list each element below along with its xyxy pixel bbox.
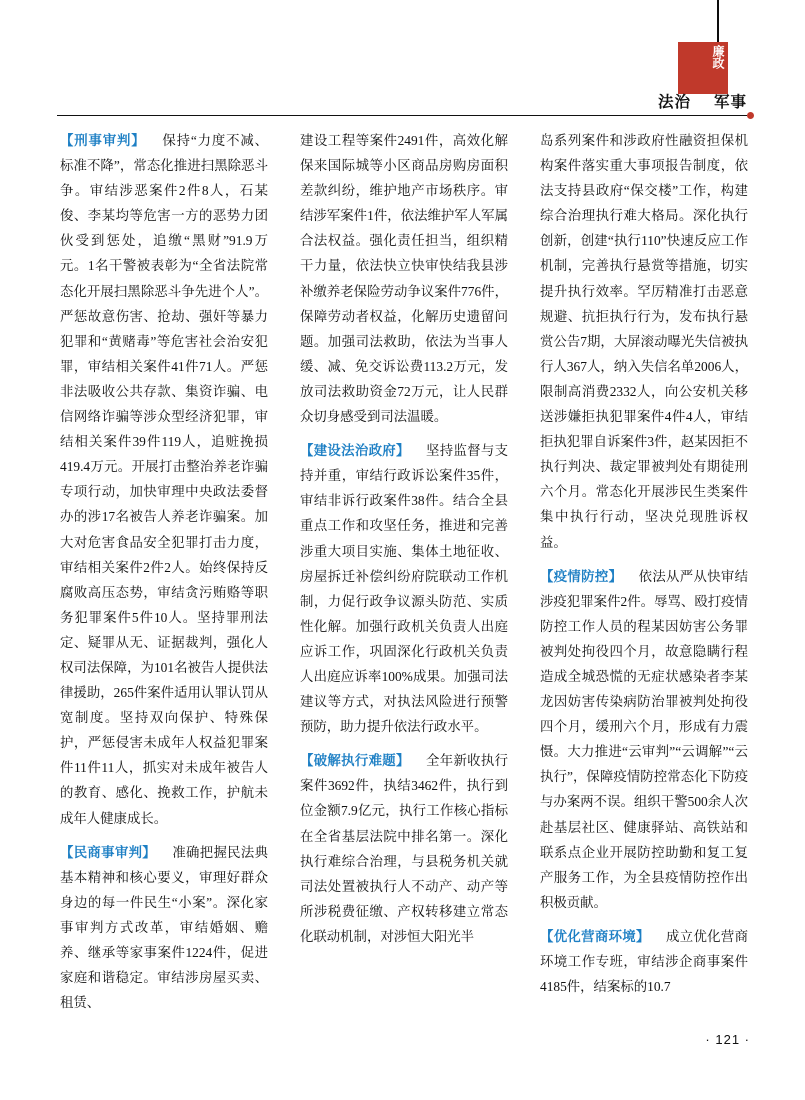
paragraph-text: 全年新收执行案件3692件，执结3462件，执行到位金额7.9亿元，执行工作核心指标在全省基层法院中排名第一。深化执行难综合治理，与县税务机关就司法处置被执行人不动产、动产等所涉税费征缴、产权转移建立常态化联动机制，对涉恒大阳光半 — [300, 753, 509, 944]
paragraph-text: 保持“力度不减、标准不降”，常态化推进扫黑除恶斗争。审结涉恶案件2件8人，石某俊、李某均等危害一方的恶势力团伙受到惩处，追缴“黑财”91.9万元。1名干警被表彰为“全省法院常态化开展扫黑除恶斗争先进个人”。严惩故意伤害、抢劫、强奸等暴力犯罪和“黄赌毒”等危害社会治安犯罪，审结相关案件41件71人。严惩非法吸收公共存款、集资诈骗、电信网络诈骗等涉众型经济犯罪，审结相关案件39件119人，追赃挽损419.4万元。开展打击整治养老诈骗专项行动，加快审理中央政法委督办的涉17名被告人养老诈骗案。加大对危害食品安全犯罪打击力度，审结相关案件2件2人。始终保持反腐败高压态势，审结贪污贿赂等职务犯罪案件5件10人。坚持罪刑法定、疑罪从无、证据裁判，强化人权司法保障，为101名被告人提供法律援助，265件案件适用认罪认罚从宽制度。坚持双向保护、特殊保护，严惩侵害未成年人权益犯罪案件11件11人，抓实对未成年被告人的教育、感化、挽救工作，护航未成年人健康成长。 — [60, 133, 269, 826]
paragraph — [60, 128, 268, 831]
paragraph-text: 建设工程等案件2491件，高效化解保来国际城等小区商品房购房面积差款纠纷，维护地产市场秩序。审结涉军案件1件，依法维护军人军属合法权益。强化责任担当，组织精干力量，依法快立快审快结我县涉补缴养老保险劳动争议案件776件，保障劳动者权益，化解历史遗留问题。加强司法救助，依法为当事人缓、减、免交诉讼费113.2万元，发放司法救助资金72万元，让人民群众切身感受到司法温暖。 — [300, 133, 508, 425]
section-heading: 【建设法治政府】 — [300, 443, 410, 459]
paragraph — [540, 924, 748, 999]
page-number: · 121 · — [705, 1032, 750, 1047]
column-3 — [540, 128, 748, 1018]
paragraph-text: 成立优化营商环境工作专班，审结涉企商事案件4185件，结案标的10.7 — [540, 928, 749, 995]
section-heading: 【民商事审判】 — [60, 844, 156, 860]
column-1 — [60, 128, 268, 1018]
paragraph-text: 坚持监督与支持并重，审结行政诉讼案件35件，审结非诉行政案件38件。结合全县重点工作和攻坚任务，推进和完善涉重大项目实施、集体土地征收、房屋拆迁补偿纠纷府院联动工作机制，力促行政争议源头防范、实质性化解。加强行政机关负责人出庭应诉工作，巩固深化行政机关负责人出庭应诉率100%成果。加强司法建议等方式，对执法风险进行预警预防，助力提升依法行政水平。 — [300, 443, 509, 735]
header-title: 法治 — [657, 94, 691, 111]
paragraph-text: 岛系列案件和涉政府性融资担保机构案件落实重大事项报告制度，依法支持县政府“保交楼”工作，构建综合治理执行难大格局。深化执行创新，创建“执行110”快速反应工作机制，完善执行悬赏等措施，切实提升执行效率。罕厉精准打击恶意规避、抗拒执行行为，发布执行悬赏公告7期，大屏滚动曝光失信被执行人367人，纳入失信名单2006人，限制高消费2332人，向公安机关移送涉嫌拒执犯罪案件4件4人，审结拒执犯罪自诉案件3件，赵某因拒不执行判决、裁定罪被判处有期徒刑六个月。常态化开展涉民生类案件集中执行行动，坚决兑现胜诉权益。 — [540, 133, 748, 550]
paragraph — [540, 564, 748, 915]
section-heading: 【优化营商环境】 — [540, 928, 650, 944]
seal-stamp — [678, 42, 728, 94]
header-vertical-rule — [717, 0, 719, 46]
paragraph — [60, 840, 268, 1016]
paragraph-text: 依法从严从快审结涉疫犯罪案件2件。辱骂、殴打疫情防控工作人员的程某因妨害公务罪被判处拘役四个月，故意隐瞒行程造成全城恐慌的无症状感染者李某龙因妨害传染病防治罪被判处拘役四个月，缓刑六个月，形成有力震慑。大力推进“云审判”“云调解”“云执行”，保障疫情防控常态化下防疫与办案两不误。组织干警500余人次赴基层社区、健康驿站、高铁站和联系点企业开展防控助勤和复工复产服务工作，为全县疫情防控作出积极贡献。 — [540, 568, 749, 910]
paragraph — [300, 438, 508, 739]
header-dot-icon — [747, 112, 754, 119]
paragraph — [300, 128, 508, 429]
paragraph-text: 准确把握民法典基本精神和核心要义，审理好群众身边的每一件民生“小案”。深化家事审判方式改革，审结婚姻、赡养、继承等家事案件1224件，促进家庭和谐稳定。审结涉房屋买卖、租赁、 — [60, 844, 268, 1011]
section-heading: 【刑事审判】 — [60, 133, 146, 148]
paragraph — [300, 748, 508, 949]
header-subtitle: 军事 — [713, 94, 747, 111]
article-columns — [60, 128, 750, 1018]
seal-text: 廉政 — [711, 45, 725, 69]
section-heading: 【破解执行难题】 — [300, 753, 410, 769]
column-2 — [300, 128, 508, 1018]
header-divider — [57, 115, 747, 116]
section-heading: 【疫情防控】 — [540, 568, 623, 584]
paragraph — [540, 128, 748, 555]
page-header — [57, 88, 747, 122]
